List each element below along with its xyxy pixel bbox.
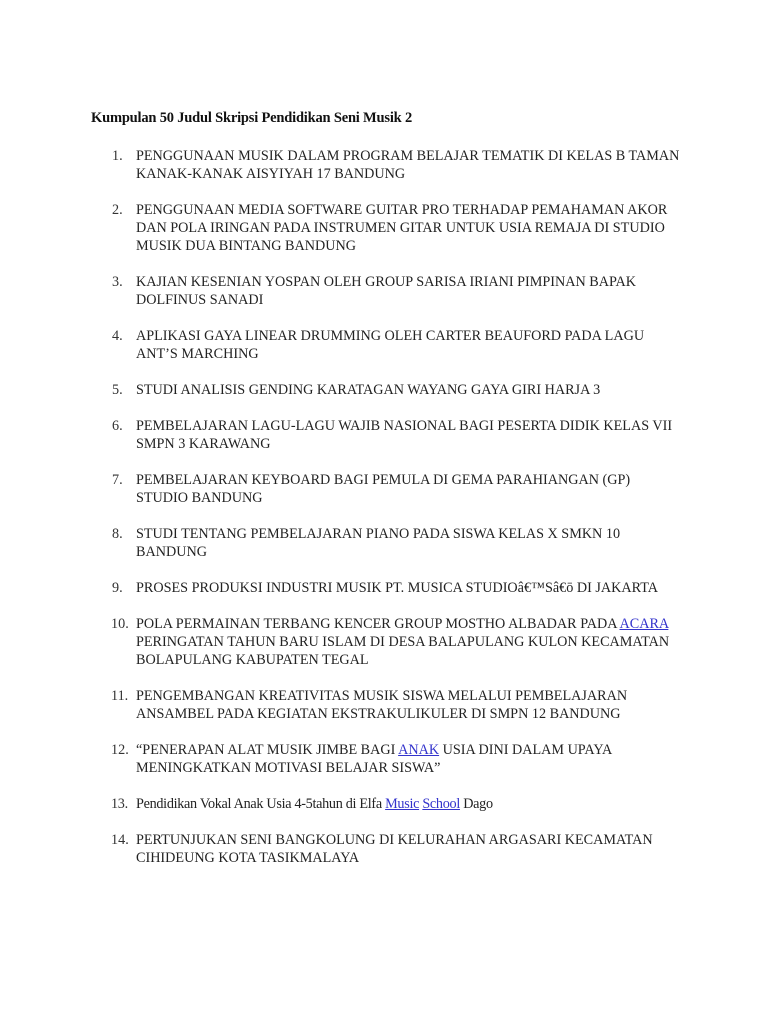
item-number: 13.: [111, 796, 128, 812]
item-number: 6.: [112, 418, 123, 434]
item-text-post: Dago: [459, 796, 493, 812]
item-text: STUDI ANALISIS GENDING KARATAGAN WAYANG GAYA GIRI HARJA 3: [136, 382, 601, 398]
item-text: STUDI TENTANG PEMBELAJARAN PIANO PADA SISWA KELAS X SMKN 10 BANDUNG: [136, 526, 621, 560]
link-acara[interactable]: ACARA: [619, 616, 669, 632]
list-item: [0, 201, 768, 255]
item-number: 8.: [112, 526, 123, 542]
item-number: 7.: [112, 472, 123, 488]
list-item: [0, 741, 768, 777]
item-text: PENGEMBANGAN KREATIVITAS MUSIK SISWA MELALUI PEMBELAJARAN ANSAMBEL PADA KEGIATAN EKSTRAKULIKULER DI SMPN 12 BANDUNG: [136, 688, 628, 722]
list-item: [0, 615, 768, 669]
item-number: 4.: [112, 328, 123, 344]
item-text-pre: “PENERAPAN ALAT MUSIK JIMBE BAGI: [136, 742, 399, 758]
item-text: PENGGUNAAN MEDIA SOFTWARE GUITAR PRO TERHADAP PEMAHAMAN AKOR DAN POLA IRINGAN PADA INSTRUMEN GITAR UNTUK USIA REMAJA DI STUDIO MUSIK DUA BINTANG BANDUNG: [136, 202, 668, 254]
item-number: 2.: [112, 202, 123, 218]
document-title: Kumpulan 50 Judul Skripsi Pendidikan Seni Musik 2: [91, 110, 413, 126]
item-text: PEMBELAJARAN KEYBOARD BAGI PEMULA DI GEMA PARAHIANGAN (GP) STUDIO BANDUNG: [136, 472, 631, 506]
item-number: 5.: [112, 382, 123, 398]
list-item: [0, 471, 768, 507]
item-number: 1.: [112, 148, 123, 164]
item-text-pre: POLA PERMAINAN TERBANG KENCER GROUP MOSTHO ALBADAR PADA: [136, 616, 620, 632]
list-item: [0, 687, 768, 723]
item-text-pre: Pendidikan Vokal Anak Usia 4-5tahun di Elfa: [136, 796, 386, 812]
item-number: 11.: [111, 688, 129, 704]
list-item: [0, 795, 768, 813]
list-item: [0, 831, 768, 867]
link-anak[interactable]: ANAK: [398, 742, 440, 758]
list-item: [0, 273, 768, 309]
list-item: [0, 525, 768, 561]
thesis-title-list: [0, 147, 768, 885]
item-number: 14.: [111, 832, 129, 848]
list-item: [0, 147, 768, 183]
list-item: [0, 417, 768, 453]
item-text: KAJIAN KESENIAN YOSPAN OLEH GROUP SARISA IRIANI PIMPINAN BAPAK DOLFINUS SANADI: [136, 274, 637, 308]
item-number: 9.: [112, 580, 123, 596]
item-number: 12.: [111, 742, 129, 758]
item-text: APLIKASI GAYA LINEAR DRUMMING OLEH CARTER BEAUFORD PADA LAGU ANT’S MARCHING: [136, 328, 645, 362]
item-text: PERTUNJUKAN SENI BANGKOLUNG DI KELURAHAN ARGASARI KECAMATAN CIHIDEUNG KOTA TASIKMALAYA: [136, 832, 653, 866]
link-school[interactable]: School: [422, 796, 460, 812]
list-item: [0, 579, 768, 597]
item-text-post: USIA DINI DALAM UPAYA MENINGKATKAN MOTIVASI BELAJAR SISWA”: [136, 742, 612, 776]
item-number: 10.: [111, 616, 129, 632]
item-text: PEMBELAJARAN LAGU-LAGU WAJIB NASIONAL BAGI PESERTA DIDIK KELAS VII SMPN 3 KARAWANG: [136, 418, 673, 452]
list-item: [0, 327, 768, 363]
link-music[interactable]: Music: [385, 796, 420, 812]
item-text: PROSES PRODUKSI INDUSTRI MUSIK PT. MUSICA STUDIOâ€™Sâ€ō DI JAKARTA: [136, 580, 659, 596]
list-item: [0, 381, 768, 399]
item-text-post: PERINGATAN TAHUN BARU ISLAM DI DESA BALAPULANG KULON KECAMATAN BOLAPULANG KABUPATEN TEGAL: [136, 634, 670, 668]
item-number: 3.: [112, 274, 123, 290]
item-text: PENGGUNAAN MUSIK DALAM PROGRAM BELAJAR TEMATIK DI KELAS B TAMAN KANAK-KANAK AISYIYAH 17 BANDUNG: [136, 148, 680, 182]
